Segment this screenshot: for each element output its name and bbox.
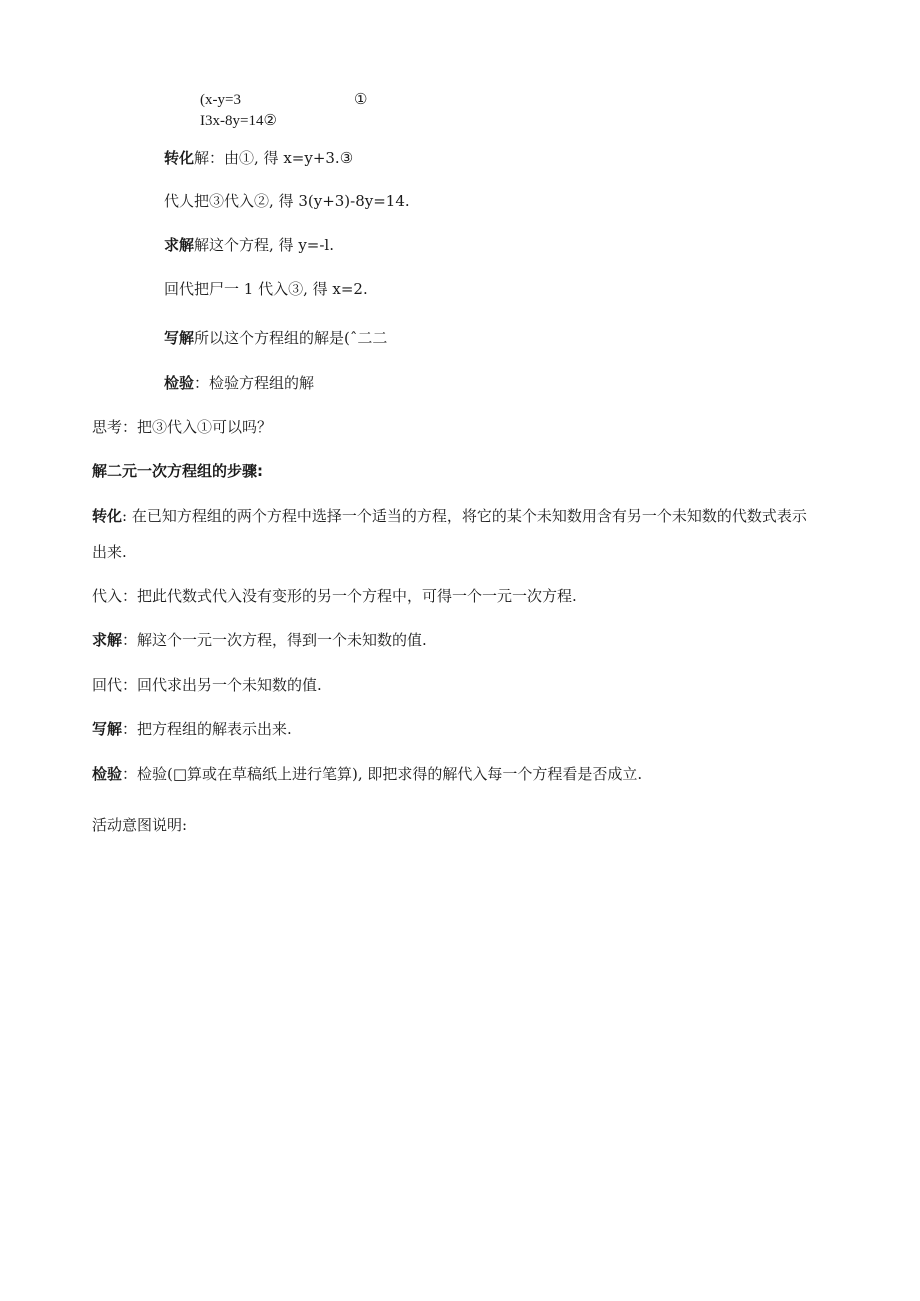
step-label: 回代 bbox=[164, 280, 195, 298]
general-step-convert-continued: 出来. bbox=[92, 543, 127, 561]
step-text: ：解这个一元一次方程，得到一个未知数的值. bbox=[122, 631, 427, 649]
step-label: 代入 bbox=[92, 587, 123, 605]
step-label: 回代 bbox=[92, 676, 123, 694]
equation-1-marker: ① bbox=[354, 92, 368, 108]
think-question: 思考：把③代入①可以吗？ bbox=[92, 418, 273, 436]
example-step-substitute bbox=[164, 191, 410, 211]
general-step-convert bbox=[92, 506, 807, 526]
step-text: 解：由①, 得 x=y+3.③ bbox=[194, 149, 354, 167]
example-step-check bbox=[164, 373, 314, 393]
general-step-substitute bbox=[92, 586, 577, 606]
activity-intent: 活动意图说明: bbox=[92, 816, 188, 834]
step-label: 求解 bbox=[92, 631, 123, 649]
general-step-write bbox=[92, 719, 292, 739]
step-text: 所以这个方程组的解是(ˆ二二 bbox=[194, 329, 388, 347]
steps-title: 解二元一次方程组的步骤: bbox=[92, 462, 263, 480]
general-step-solve bbox=[92, 630, 427, 650]
step-label: 检验 bbox=[164, 374, 195, 392]
step-text: ：检验(□算或在草稿纸上进行笔算), 即把求得的解代入每一个方程看是否成立. bbox=[122, 765, 643, 783]
step-text: ：回代求出另一个未知数的值. bbox=[122, 676, 322, 694]
step-text: : 在已知方程组的两个方程中选择一个适当的方程，将它的某个未知数用含有另一个未知数的代数式表示 bbox=[122, 507, 807, 525]
example-step-backsubstitute bbox=[164, 279, 368, 299]
step-text: ：把方程组的解表示出来. bbox=[122, 720, 292, 738]
step-text: 把③代入②, 得 3(y+3)-8y=14. bbox=[194, 192, 410, 210]
step-text: 解这个方程, 得 y=-l. bbox=[194, 236, 334, 254]
example-step-convert bbox=[164, 148, 353, 168]
step-label: 求解 bbox=[164, 236, 195, 254]
step-label: 代人 bbox=[164, 192, 195, 210]
equation-1: (x-y=3 bbox=[200, 92, 241, 108]
step-text: ：把此代数式代入没有变形的另一个方程中，可得一个一元一次方程. bbox=[122, 587, 577, 605]
step-label: 检验 bbox=[92, 765, 123, 783]
step-label: 写解 bbox=[92, 720, 123, 738]
step-label: 写解 bbox=[164, 329, 195, 347]
step-text: ：检验方程组的解 bbox=[194, 374, 315, 392]
general-step-check bbox=[92, 764, 642, 784]
step-text: 把尸一 1 代入③, 得 x=2. bbox=[194, 280, 368, 298]
equation-2: I3x-8y=14② bbox=[200, 113, 277, 129]
example-step-write bbox=[164, 328, 387, 348]
step-label: 转化 bbox=[92, 507, 123, 525]
example-step-solve bbox=[164, 235, 334, 255]
step-label: 转化 bbox=[164, 149, 195, 167]
general-step-backsubstitute bbox=[92, 675, 322, 695]
